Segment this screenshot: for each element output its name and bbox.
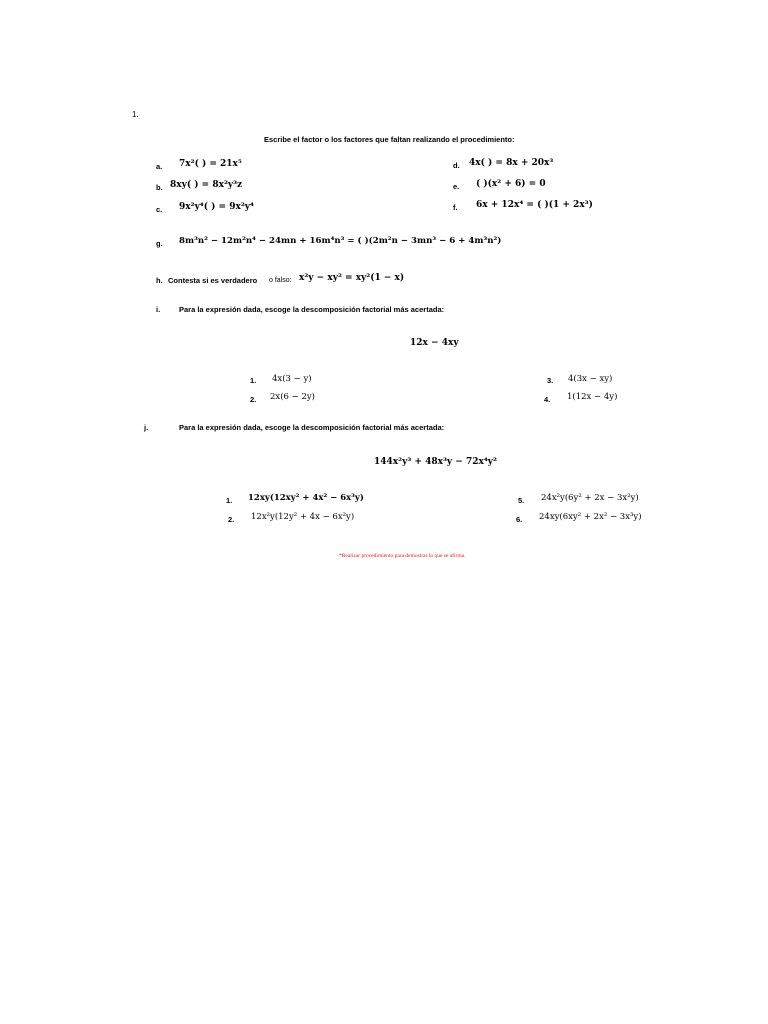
item-c-label: c. — [156, 205, 163, 214]
problem-number: 1. — [132, 110, 139, 119]
item-e-expr: ( )(x² + 6) = 0 — [476, 179, 546, 189]
item-d-label: d. — [453, 161, 460, 170]
item-c-expr: 9x²y⁴( ) = 9x²y⁴ — [179, 202, 254, 212]
item-h-text: Contesta si es verdadero — [168, 276, 258, 285]
item-j-option-5-num: 5. — [518, 496, 525, 505]
item-i-option-1-num: 1. — [250, 376, 257, 385]
item-f-label: f. — [453, 203, 458, 212]
item-j-option-2-expr: 12x²y(12y² + 4x − 6x²y) — [251, 512, 355, 522]
item-h-label: h. — [156, 276, 163, 285]
item-h-expr: x²y − xy² = xy²(1 − x) — [299, 273, 405, 283]
item-i-option-3-expr: 4(3x − xy) — [568, 374, 613, 384]
item-j-option-6-num: 6. — [516, 515, 523, 524]
item-i-text: Para la expresión dada, escoge la descomposición factorial más acertada: — [179, 305, 445, 314]
instruction: Escribe el factor o los factores que faltan realizando el procedimiento: — [264, 135, 515, 144]
item-j-option-1-num: 1. — [226, 496, 233, 505]
item-i-expr: 12x − 4xy — [410, 338, 459, 348]
procedure-note: *Realizar procedimiento para demostrar lo que se afirma. — [339, 553, 466, 559]
item-f-expr: 6x + 12x⁴ = ( )(1 + 2x³) — [476, 200, 593, 210]
item-j-option-2-num: 2. — [228, 515, 235, 524]
item-j-text: Para la expresión dada, escoge la descomposición factorial más acertada: — [179, 423, 445, 432]
item-j-expr: 144x²y³ + 48x³y − 72x⁴y² — [374, 457, 497, 467]
item-i-label: i. — [156, 305, 161, 314]
item-g-expr: 8m³n² − 12m²n⁴ − 24mn + 16m⁴n³ = ( )(2m²n − 3mn³ − 6 + 4m³n²) — [179, 236, 502, 246]
item-i-option-4-expr: 1(12x − 4y) — [567, 392, 618, 402]
item-g-label: g. — [156, 239, 163, 248]
item-a-expr: 7x²( ) = 21x⁵ — [179, 159, 242, 169]
item-j-option-5-expr: 24x²y(6y² + 2x − 3x²y) — [541, 493, 639, 503]
item-i-option-3-num: 3. — [547, 376, 554, 385]
item-h-text2: o falso: — [269, 277, 292, 284]
item-i-option-1-expr: 4x(3 − y) — [272, 374, 312, 384]
item-i-option-2-num: 2. — [250, 395, 257, 404]
item-e-label: e. — [453, 182, 460, 191]
item-i-option-4-num: 4. — [544, 395, 551, 404]
item-j-option-6-expr: 24xy(6xy² + 2x² − 3x³y) — [539, 512, 642, 522]
item-b-expr: 8xy( ) = 8x²y³z — [170, 180, 243, 190]
item-j-option-1-expr: 12xy(12xy² + 4x² − 6x³y) — [248, 493, 364, 503]
item-a-label: a. — [156, 162, 163, 171]
item-d-expr: 4x( ) = 8x + 20x³ — [469, 158, 554, 168]
item-i-option-2-expr: 2x(6 − 2y) — [270, 392, 315, 402]
item-b-label: b. — [156, 183, 163, 192]
item-j-label: j. — [144, 423, 149, 432]
